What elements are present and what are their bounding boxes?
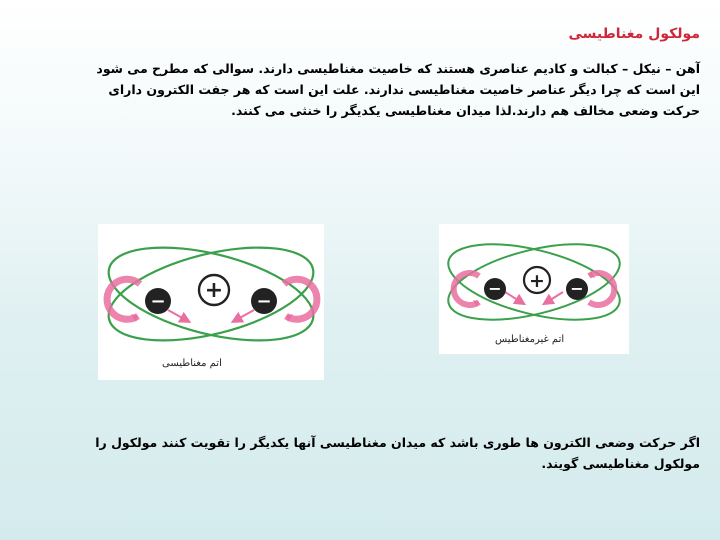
electron-minus-icon	[484, 278, 506, 300]
spin-arrow-icon	[589, 273, 614, 305]
magnetic-atom-figure	[98, 224, 324, 380]
intro-line: این است که چرا دیگر عناصر خاصیت مغناطیسی ندارند. علت این است که هر جفت الکترون دارای	[108, 82, 700, 97]
figure-caption: اتم مغناطیسی	[162, 358, 222, 369]
plus-nucleus-icon	[199, 275, 229, 305]
nucleus-symbol: +	[529, 270, 545, 292]
motion-arrow-icon	[505, 292, 521, 302]
spin-arrow-icon	[284, 279, 317, 319]
magnetic-atom-diagram	[98, 224, 324, 380]
nucleus-symbol: +	[204, 278, 224, 303]
electron-symbol: −	[256, 291, 272, 312]
figure-caption: اتم غیرمغناطیس	[495, 334, 565, 345]
conclusion-paragraph	[50, 432, 700, 474]
electron-minus-icon	[566, 278, 588, 300]
electron-minus-icon	[145, 288, 171, 314]
intro-line: آهن – نیکل – کبالت و کادیم عناصری هستند که خاصیت مغناطیسی دارند. سوالی که مطرح می شود	[96, 61, 700, 76]
electron-symbol: −	[488, 279, 502, 298]
conclusion-line: مولکول مغناطیسی گویند.	[541, 456, 700, 471]
plus-nucleus-icon	[524, 267, 550, 293]
motion-arrow-icon	[547, 292, 563, 302]
nonmagnetic-atom-figure	[439, 224, 629, 354]
conclusion-line: اگر حرکت وضعی الکترون ها طوری باشد که میدان مغناطیسی آنها یکدیگر را تقویت کنند مولکول را	[95, 435, 700, 450]
electron-symbol: −	[570, 279, 584, 298]
spin-arrow-icon	[107, 279, 140, 319]
intro-line: حرکت وضعی مخالف هم دارند.لذا میدان مغناطیسی یکدیگر را خنثی می کنند.	[231, 103, 700, 118]
intro-paragraph	[50, 58, 700, 121]
motion-arrow-icon	[236, 310, 254, 320]
electron-symbol: −	[150, 291, 166, 312]
electron-minus-icon	[251, 288, 277, 314]
motion-arrow-icon	[168, 310, 186, 320]
slide-title: مولکول مغناطیسی	[568, 26, 700, 42]
spin-arrow-icon	[454, 273, 479, 305]
